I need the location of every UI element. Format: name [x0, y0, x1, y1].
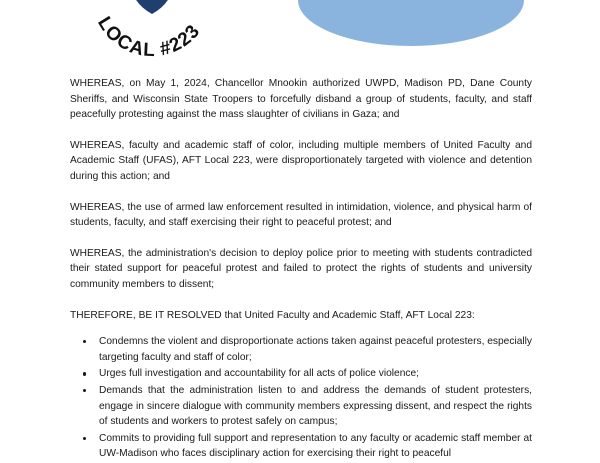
bullet-icon — [83, 437, 86, 440]
ufas-aft-local-223-seal — [72, 0, 232, 76]
whereas-clause-3: WHEREAS, the use of armed law enforcement resulted in intimidation, violence, and physical harm of students, faculty, and staff exercising their right to peaceful protest; and — [70, 201, 532, 229]
resolutions-list — [70, 334, 532, 462]
therefore-be-it-resolved-lead: THEREFORE, BE IT RESOLVED that United Faculty and Academic Staff, AFT Local 223: — [70, 309, 475, 321]
resolution-text: Demands that the administration listen to and address the demands of student protesters, engage in sincere dialogue with community members expressing dissent, and respect the rights of students and workers to protest safely on campus; — [99, 384, 532, 428]
resolution-text: Condemns the violent and disproportionate actions taken against peaceful protesters, especially targeting faculty and staff of color; — [99, 336, 532, 363]
bullet-icon — [83, 340, 86, 343]
list-item — [70, 334, 532, 365]
svg-text:LOCAL #223: LOCAL #223 — [93, 13, 205, 62]
bullet-icon — [83, 372, 86, 375]
list-item — [70, 366, 532, 382]
whereas-clause-4: WHEREAS, the administration's decision to deploy police prior to meeting with students contradicted their stated support for peaceful protest and failed to protect the rights of students and university community members to dissent; — [70, 247, 532, 290]
list-item — [70, 383, 532, 430]
document-header-band — [0, 0, 600, 72]
violence-callout-label — [298, 0, 524, 2]
whereas-clause-1: WHEREAS, on May 1, 2024, Chancellor Mnookin authorized UWPD, Madison PD, Dane County Sheriffs, and Wisconsin State Troopers to forcefully disband a group of students, faculty, and staff peacefully protesting against the mass slaughter of civilians in Gaza; and — [70, 78, 532, 121]
resolution-text: Urges full investigation and accountability for all acts of police violence; — [99, 368, 419, 380]
bullet-icon — [83, 389, 86, 392]
violence-callout-bubble — [298, 0, 524, 46]
list-item — [70, 431, 532, 462]
resolution-text: Commits to providing full support and representation to any faculty or academic staff member at UW-Madison who faces disciplinary action for exercising their right to peaceful — [99, 432, 532, 460]
whereas-clause-2: WHEREAS, faculty and academic staff of color, including multiple members of United Faculty and Academic Staff (UFAS), AFT Local 223, were disproportionately targeted with violence and detention during this action; and — [70, 139, 532, 182]
resolution-document-body — [70, 76, 532, 463]
